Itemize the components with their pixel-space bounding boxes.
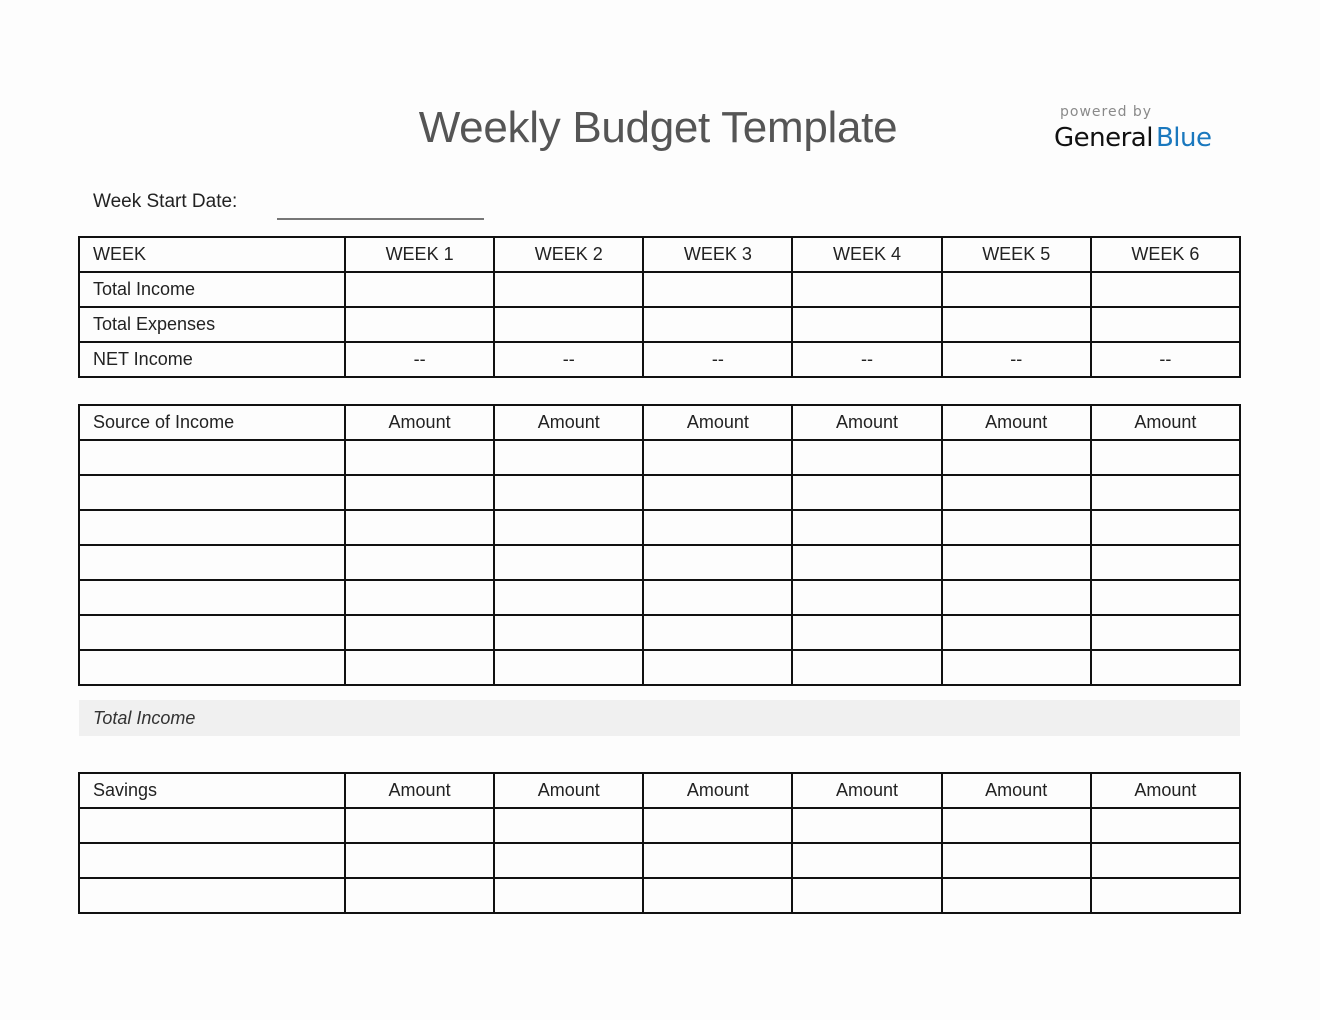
cell-net-income-week-6: --: [1091, 342, 1240, 377]
amount-cell[interactable]: [1091, 475, 1240, 510]
header-cell-week: WEEK: [79, 237, 345, 272]
amount-cell[interactable]: [792, 510, 941, 545]
amount-cell[interactable]: [345, 580, 494, 615]
cell-total-expenses-week-2[interactable]: [494, 307, 643, 342]
brand-name-general: General: [1054, 123, 1153, 153]
amount-cell[interactable]: [345, 440, 494, 475]
amount-cell[interactable]: [942, 580, 1091, 615]
amount-cell[interactable]: [792, 808, 941, 843]
amount-cell[interactable]: [942, 510, 1091, 545]
amount-cell[interactable]: [1091, 545, 1240, 580]
amount-cell[interactable]: [345, 650, 494, 685]
income-sources-table: [78, 404, 1241, 686]
amount-cell[interactable]: [345, 475, 494, 510]
table-row-net-income: [79, 342, 1240, 377]
amount-cell[interactable]: [792, 440, 941, 475]
header-cell-amount: Amount: [942, 405, 1091, 440]
row-label-total-expenses: Total Expenses: [79, 307, 345, 342]
header-cell-week-2: WEEK 2: [494, 237, 643, 272]
table-row: [79, 580, 1240, 615]
income-source-cell[interactable]: [79, 510, 345, 545]
amount-cell[interactable]: [494, 650, 643, 685]
amount-cell[interactable]: [643, 808, 792, 843]
cell-total-income-week-1[interactable]: [345, 272, 494, 307]
header-cell-amount: Amount: [792, 773, 941, 808]
header-cell-week-4: WEEK 4: [792, 237, 941, 272]
amount-cell[interactable]: [494, 580, 643, 615]
amount-cell[interactable]: [643, 615, 792, 650]
savings-item-cell[interactable]: [79, 843, 345, 878]
table-row: [79, 843, 1240, 878]
header-cell-week-6: WEEK 6: [1091, 237, 1240, 272]
amount-cell[interactable]: [792, 843, 941, 878]
powered-by-text: powered by: [1060, 104, 1153, 120]
table-row: [79, 615, 1240, 650]
cell-net-income-week-2: --: [494, 342, 643, 377]
cell-total-expenses-week-5[interactable]: [942, 307, 1091, 342]
table-row: [79, 545, 1240, 580]
amount-cell[interactable]: [643, 580, 792, 615]
amount-cell[interactable]: [643, 545, 792, 580]
amount-cell[interactable]: [1091, 650, 1240, 685]
header-cell-amount: Amount: [792, 405, 941, 440]
amount-cell[interactable]: [494, 545, 643, 580]
amount-cell[interactable]: [643, 650, 792, 685]
header-cell-amount: Amount: [643, 773, 792, 808]
income-source-cell[interactable]: [79, 545, 345, 580]
table-row-total-expenses: [79, 307, 1240, 342]
header-cell-amount: Amount: [1091, 405, 1240, 440]
amount-cell[interactable]: [345, 615, 494, 650]
table-row: [79, 878, 1240, 913]
header-cell-week-1: WEEK 1: [345, 237, 494, 272]
header-cell-week-3: WEEK 3: [643, 237, 792, 272]
table-row: [79, 808, 1240, 843]
amount-cell[interactable]: [942, 650, 1091, 685]
amount-cell[interactable]: [942, 545, 1091, 580]
amount-cell[interactable]: [1091, 878, 1240, 913]
cell-net-income-week-5: --: [942, 342, 1091, 377]
amount-cell[interactable]: [643, 510, 792, 545]
amount-cell[interactable]: [942, 843, 1091, 878]
amount-cell[interactable]: [643, 475, 792, 510]
weekly-summary-table: [78, 236, 1241, 378]
income-source-cell[interactable]: [79, 650, 345, 685]
income-source-cell[interactable]: [79, 475, 345, 510]
header-cell-amount: Amount: [345, 405, 494, 440]
cell-net-income-week-4: --: [792, 342, 941, 377]
table-header-row: [79, 405, 1240, 440]
amount-cell[interactable]: [1091, 808, 1240, 843]
row-label-net-income: NET Income: [79, 342, 345, 377]
cell-total-income-week-5[interactable]: [942, 272, 1091, 307]
income-source-cell[interactable]: [79, 615, 345, 650]
amount-cell[interactable]: [1091, 440, 1240, 475]
amount-cell[interactable]: [1091, 580, 1240, 615]
cell-total-expenses-week-3[interactable]: [643, 307, 792, 342]
savings-item-cell[interactable]: [79, 878, 345, 913]
amount-cell[interactable]: [942, 615, 1091, 650]
amount-cell[interactable]: [1091, 843, 1240, 878]
amount-cell[interactable]: [494, 510, 643, 545]
table-row: [79, 510, 1240, 545]
header-cell-amount: Amount: [1091, 773, 1240, 808]
cell-total-expenses-week-1[interactable]: [345, 307, 494, 342]
cell-net-income-week-1: --: [345, 342, 494, 377]
header-cell-amount: Amount: [494, 773, 643, 808]
week-start-date-label: Week Start Date:: [93, 191, 238, 212]
amount-cell[interactable]: [942, 475, 1091, 510]
savings-item-cell[interactable]: [79, 808, 345, 843]
total-income-bar: [79, 700, 1240, 736]
row-label-total-income: Total Income: [79, 272, 345, 307]
table-row-total-income: [79, 272, 1240, 307]
cell-total-income-week-6[interactable]: [1091, 272, 1240, 307]
amount-cell[interactable]: [345, 878, 494, 913]
header-cell-amount: Amount: [494, 405, 643, 440]
amount-cell[interactable]: [792, 615, 941, 650]
amount-cell[interactable]: [643, 440, 792, 475]
header-cell-week-5: WEEK 5: [942, 237, 1091, 272]
amount-cell[interactable]: [494, 808, 643, 843]
brand-name: [1054, 122, 1234, 154]
income-source-cell[interactable]: [79, 580, 345, 615]
amount-cell[interactable]: [942, 440, 1091, 475]
amount-cell[interactable]: [643, 878, 792, 913]
amount-cell[interactable]: [1091, 510, 1240, 545]
amount-cell[interactable]: [942, 808, 1091, 843]
header-cell-amount: Amount: [345, 773, 494, 808]
amount-cell[interactable]: [345, 510, 494, 545]
table-row: [79, 475, 1240, 510]
amount-cell[interactable]: [345, 843, 494, 878]
amount-cell[interactable]: [345, 545, 494, 580]
amount-cell[interactable]: [1091, 615, 1240, 650]
page-title: Weekly Budget Template: [418, 103, 898, 152]
amount-cell[interactable]: [792, 650, 941, 685]
header-cell-source-of-income: Source of Income: [79, 405, 345, 440]
amount-cell[interactable]: [942, 878, 1091, 913]
table-row: [79, 650, 1240, 685]
cell-total-income-week-4[interactable]: [792, 272, 941, 307]
header-cell-amount: Amount: [643, 405, 792, 440]
amount-cell[interactable]: [643, 843, 792, 878]
table-row: [79, 440, 1240, 475]
table-header-row: [79, 773, 1240, 808]
amount-cell[interactable]: [792, 545, 941, 580]
brand-logo: [1054, 103, 1234, 154]
amount-cell[interactable]: [792, 475, 941, 510]
week-start-date-field[interactable]: [277, 218, 484, 220]
savings-table: [78, 772, 1241, 914]
total-income-label: Total Income: [93, 708, 196, 728]
amount-cell[interactable]: [494, 475, 643, 510]
amount-cell[interactable]: [792, 580, 941, 615]
cell-net-income-week-3: --: [643, 342, 792, 377]
cell-total-income-week-2[interactable]: [494, 272, 643, 307]
brand-name-blue: Blue: [1155, 123, 1212, 153]
income-source-cell[interactable]: [79, 440, 345, 475]
amount-cell[interactable]: [345, 808, 494, 843]
cell-total-income-week-3[interactable]: [643, 272, 792, 307]
cell-total-expenses-week-6[interactable]: [1091, 307, 1240, 342]
cell-total-expenses-week-4[interactable]: [792, 307, 941, 342]
header-cell-savings: Savings: [79, 773, 345, 808]
header-cell-amount: Amount: [942, 773, 1091, 808]
amount-cell[interactable]: [494, 440, 643, 475]
amount-cell[interactable]: [494, 615, 643, 650]
amount-cell[interactable]: [494, 878, 643, 913]
amount-cell[interactable]: [792, 878, 941, 913]
table-header-row: [79, 237, 1240, 272]
amount-cell[interactable]: [494, 843, 643, 878]
